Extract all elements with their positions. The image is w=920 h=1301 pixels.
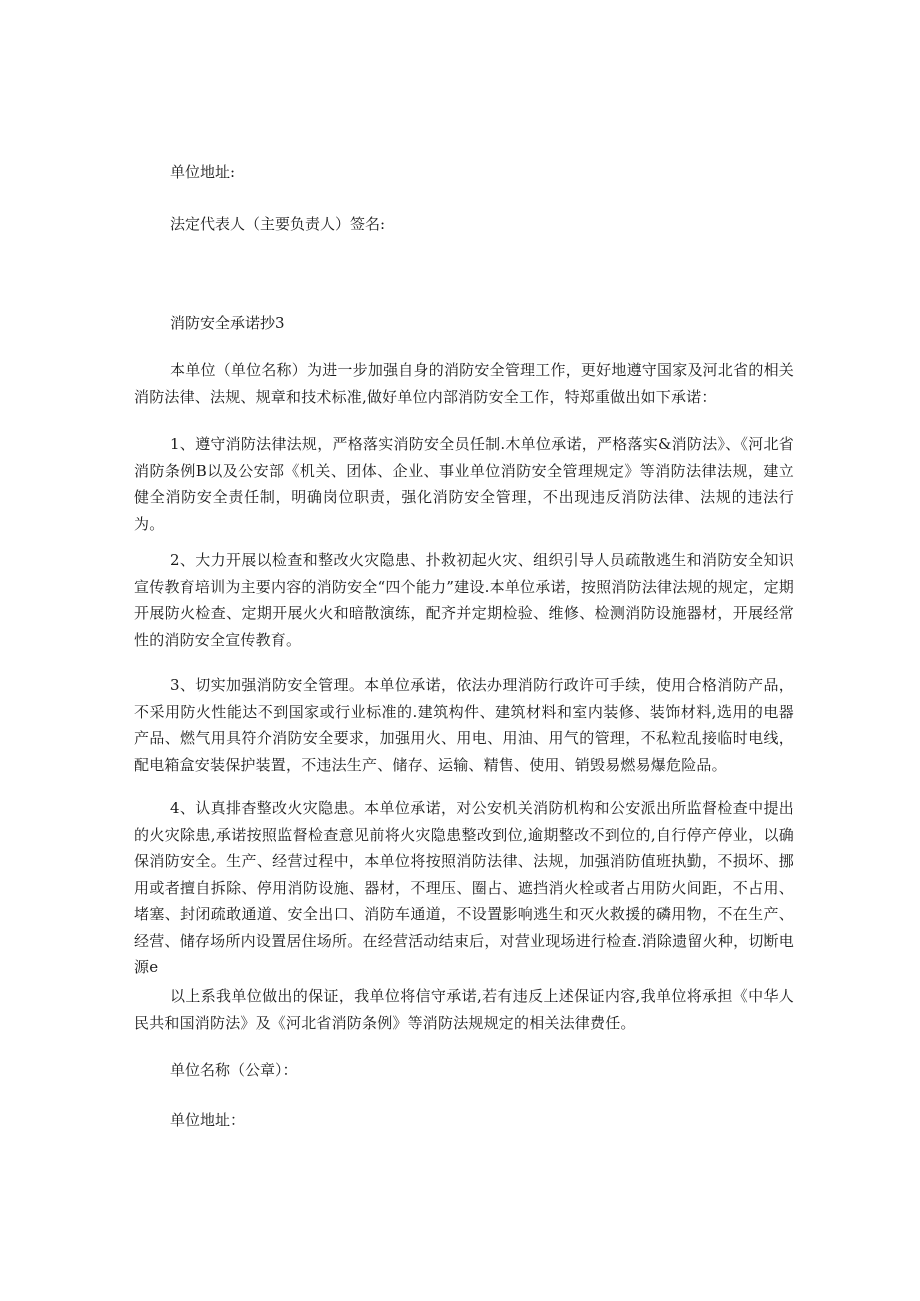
footer-unit-address-label: 单位地址：	[170, 1111, 246, 1129]
unit-name-seal-label: 单位名称（公章）：	[170, 1061, 298, 1079]
commitment-item-3: 3、切实加强消防安全管理。本单位承诺，依法办理消防行政许可手续，使用合格消防产品，不采用防火性能达不到国家或行业标准的.建筑构件、建筑材料和室内装修、装饰材料,选用的电器产品、燃气用具符介消防安全要求，加强用火、用电、用油、用气的管理，不私粒乱接临时电线，配电箱盒安装保护装置，不违法生产、储存、运输、精售、使用、销毁易燃易爆危险品。	[134, 676, 794, 774]
legal-representative-signature-label: 法定代表人（主要负责人）签名:	[170, 215, 386, 233]
closing-paragraph: 以上系我单位做出的保证，我单位将信守承诺,若有违反上述保证内容,我单位将承担《中华人民共和国消防法》及《河北省消防条例》等消防法规规定的相关法律费任。	[134, 987, 794, 1032]
commitment-item-2: 2、大力开展以检查和整改火灾隐患、扑救初起火灾、组织引导人员疏散逃生和消防安全知识宣传教育培训为主要内容的消防安全“四个能力”建设.本单位承诺，按照消防法律法规的规定，定期开展防火检查、定期开展火火和暗散演练，配齐并定期检验、维修、检测消防设施器材，开展经常性的消防安全宣传教育。	[134, 551, 794, 649]
commitment-item-4: 4、认真排杳整改火灾隐患。本单位承诺，对公安机关消防机构和公安派出所监督检查中提出的火灾除患,承诺按照监督检查意见前将火灾隐患整改到位,逾期整改不到位的,自行停产停业，以确保消防安全。生产、经营过程中，本单位将按照消防法律、法规，加强消防值班执勤，不损坏、挪用或者擅自拆除、停用消防设施、器材，不理压、圈占、遮挡消火栓或者占用防火间距，不占用、堵塞、封闭疏敢通道、安全出口、消防车通道，不设置影响逃生和灭火救援的磷用物，不在生产、经营、储存场所内设置居住场所。在经营活动结束后，对营业现场进行检查.消除遗留火种，切断电源e	[134, 799, 794, 976]
intro-paragraph: 本单位（单位名称）为进一步加强自身的消防安全管理工作，更好地遵守国家及河北省的相关消防法律、法规、规章和技术标准,做好单位内部消防安全工作，特郑重做出如下承诺：	[134, 361, 794, 406]
unit-address-label: 单位地址:	[170, 163, 236, 181]
document-title: 消防安全承诺抄3	[170, 314, 285, 332]
commitment-item-1: 1、遵守消防法律法规，严格落实消防安全员任制.木单位承诺，严格落实&消防法》、《河北省消防条例B以及公安部《机关、团体、企业、事业单位消防安全管理规定》等消防法律法规，建立健全消防安全责任制，明确岗位职责，强化消防安全管理，不出现违反消防法律、法规的违法行为。	[134, 435, 794, 533]
